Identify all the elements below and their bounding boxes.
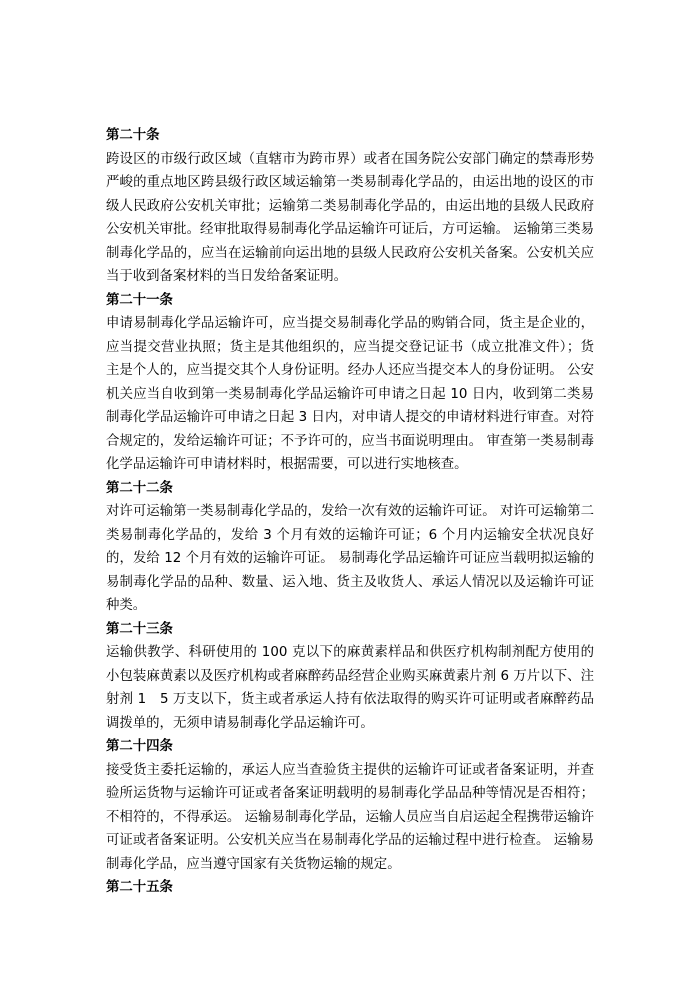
article-24 xyxy=(106,735,594,876)
article-heading: 第二十一条 xyxy=(106,292,173,308)
article-body: 对许可运输第一类易制毒化学品的，发给一次有效的运输许可证。 对许可运输第二类易制毒化学品的，发给 3 个月有效的运输许可证；6 个月内运输安全状况良好的，发给 12 个月有效的运输许可证。 易制毒化学品运输许可证应当载明拟运输的易制毒化学品的品种、数量、运入地、货主及收货人、承运人情况以及运输许可证种类。 xyxy=(106,504,594,613)
article-heading: 第二十四条 xyxy=(106,739,173,754)
article-body: 运输供教学、科研使用的 100 克以下的麻黄素样品和供医疗机构制剂配方使用的小包装麻黄素以及医疗机构或者麻醉药品经营企业购买麻黄素片剂 6 万片以下、注射剂 1 5 万支以下，货主或者承运人持有依法取得的购买许可证明或者麻醉药品调拨单的，无须申请易制毒化学品运输许可。 xyxy=(106,645,594,731)
article-21 xyxy=(106,289,594,477)
article-heading: 第二十二条 xyxy=(106,480,173,496)
article-25 xyxy=(106,876,594,900)
article-22 xyxy=(106,477,594,618)
article-heading: 第二十三条 xyxy=(106,621,173,637)
article-heading: 第二十条 xyxy=(106,128,160,143)
article-23 xyxy=(106,618,594,736)
article-body: 申请易制毒化学品运输许可，应当提交易制毒化学品的购销合同，货主是企业的，应当提交营业执照；货主是其他组织的，应当提交登记证书（成立批准文件）；货主是个人的，应当提交其个人身份证明。经办人还应当提交本人的身份证明。 公安机关应当自收到第一类易制毒化学品运输许可申请之日起 10 日内，收到第二类易制毒化学品运输许可申请之日起 3 日内，对申请人提交的申请材料进行审查。对符合规定的，发给运输许可证；不予许可的，应当书面说明理由。 审查第一类易制毒化学品运输许可申请材料时，根据需要，可以进行实地核查。 xyxy=(106,316,594,472)
article-20 xyxy=(106,124,594,289)
article-body: 接受货主委托运输的，承运人应当查验货主提供的运输许可证或者备案证明，并查验所运货物与运输许可证或者备案证明载明的易制毒化学品品种等情况是否相符；不相符的，不得承运。 运输易制毒化学品，运输人员应当自启运起全程携带运输许可证或者备案证明。公安机关应当在易制毒化学品的运输过程中进行检查。 运输易制毒化学品，应当遵守国家有关货物运输的规定。 xyxy=(106,762,594,872)
document-page xyxy=(106,124,594,900)
article-heading: 第二十五条 xyxy=(106,880,173,895)
article-body: 跨设区的市级行政区域（直辖市为跨市界）或者在国务院公安部门确定的禁毒形势严峻的重点地区跨县级行政区域运输第一类易制毒化学品的，由运出地的设区的市级人民政府公安机关审批；运输第二类易制毒化学品的，由运出地的县级人民政府公安机关审批。经审批取得易制毒化学品运输许可证后，方可运输。 运输第三类易制毒化学品的，应当在运输前向运出地的县级人民政府公安机关备案。公安机关应当于收到备案材料的当日发给备案证明。 xyxy=(106,151,594,284)
